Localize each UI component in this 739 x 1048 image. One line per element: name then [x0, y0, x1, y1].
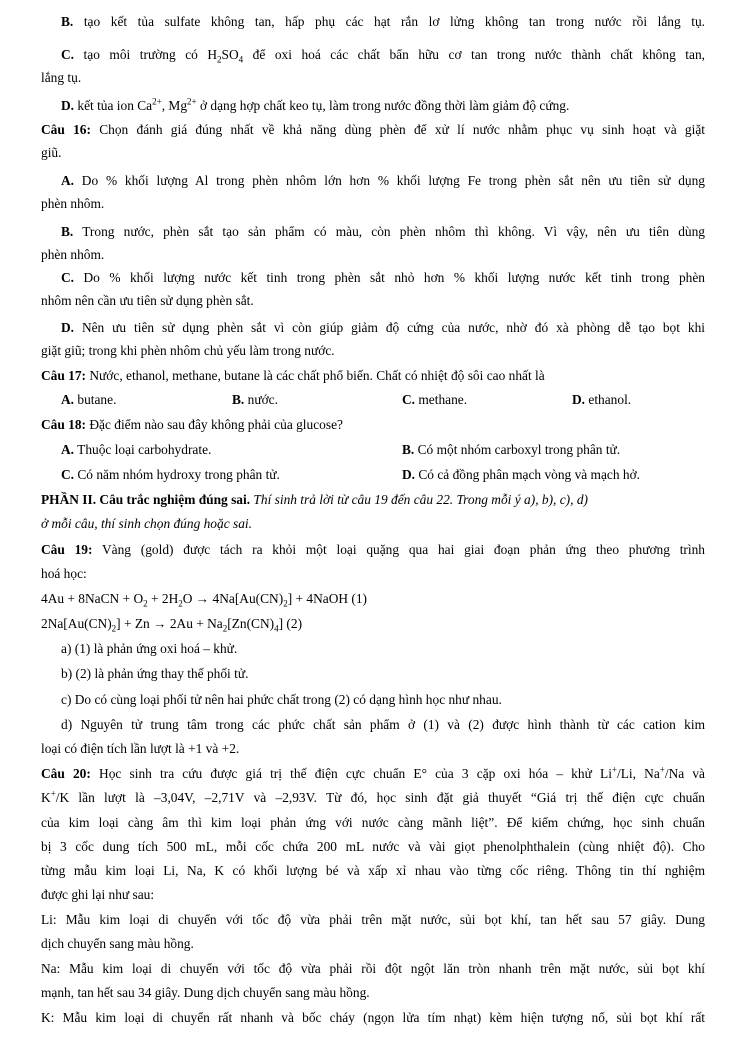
option-label: B. [61, 14, 74, 29]
option-text: để oxi hoá các chất bẩn hữu cơ tan trong nước thành chất không tan, [243, 47, 705, 62]
part2-instructions-cont: ở mỗi câu, thí sinh chọn đúng hoặc sai. [41, 516, 252, 531]
q15-option-d [61, 95, 705, 117]
superscript: 2+ [187, 96, 197, 107]
option-text: tạo môi trường có H [74, 47, 218, 62]
option-label: B. [232, 392, 245, 407]
q17-option-d [572, 389, 631, 411]
option-text: tạo kết tủa sulfate không tan, hấp phụ các hạt rắn lơ lửng không tan trong nước rồi lắng tụ. [73, 14, 705, 29]
question-text: Vàng (gold) được tách ra khỏi một loại quặng qua hai giai đoạn phản ứng theo phương trình [92, 542, 705, 557]
option-text: Nên ưu tiên sử dụng phèn sắt vì còn giúp giảm độ cứng của nước, nhờ đó xà phòng dễ tạo bọt khi [74, 320, 705, 335]
option-label: B. [402, 442, 415, 457]
q20-na-observation: Na: Mẫu kim loại di chuyển với tốc độ vừa phải rồi đột ngột lăn tròn nhanh trên mặt nước, sủi bọt khí [41, 961, 705, 976]
q20-line-6: được ghi lại như sau: [41, 887, 155, 902]
option-text: ethanol. [585, 392, 632, 407]
option-text: , Mg [161, 98, 188, 113]
subscript: 2 [222, 623, 228, 634]
equation-part: ] (2) [278, 616, 303, 631]
q16-option-a [61, 170, 705, 192]
equation-part: 4Au + 8NaCN + O [41, 591, 144, 606]
option-label: D. [61, 98, 75, 113]
subscript: 2 [143, 598, 148, 609]
option-label: D. [61, 320, 75, 335]
option-label: A. [61, 392, 75, 407]
option-text: Do % khối lượng Al trong phèn nhôm lớn hơn % khối lượng Fe trong phèn sắt nên ưu tiên sử dụng [74, 173, 705, 188]
q20-line-4: bị 3 cốc dung tích 500 mL, mỗi cốc chứa 200 mL nước và vài giọt phenolphthalein (cùng nhiệt độ). Cho [41, 839, 705, 854]
q20-na-observation-cont: mạnh, tan hết sau 34 giây. Dung dịch chuyển sang màu hồng. [41, 985, 370, 1000]
q15-option-c-cont: lắng tụ. [41, 70, 82, 85]
q20-li-observation-cont: dịch chuyển sang màu hồng. [41, 936, 194, 951]
option-label: A. [61, 442, 75, 457]
q16-option-b-cont: phèn nhôm. [41, 247, 105, 262]
question-text: K [41, 790, 51, 805]
equation-part: [Zn(CN) [227, 616, 275, 631]
q20-k-observation: K: Mẫu kim loại di chuyển rất nhanh và bốc cháy (ngọn lửa tím nhạt) kèm hiện tượng nổ, sủi bọt khí rất [41, 1010, 705, 1025]
q19-statement-a: a) (1) là phản ứng oxi hoá – khử. [61, 641, 238, 656]
q19-statement-c: c) Do có cùng loại phối tử nên hai phức chất trong (2) có dạng hình học như nhau. [61, 692, 502, 707]
q17-option-a [61, 389, 116, 411]
superscript: 2+ [152, 96, 162, 107]
option-text: methane. [415, 392, 468, 407]
equation-part: ] + 4NaOH (1) [287, 591, 368, 606]
equation-part: 2Na[Au(CN) [41, 616, 112, 631]
question-label: Câu 16: [41, 122, 91, 137]
q16-option-b [61, 221, 705, 243]
option-text: ở dạng hợp chất keo tụ, làm trong nước đồng thời làm giảm độ cứng. [196, 98, 570, 113]
q18-option-c [61, 464, 280, 486]
subscript: 2 [217, 54, 222, 65]
option-text: Có cả đồng phân mạch vòng và mạch hở. [415, 467, 641, 482]
superscript: + [659, 764, 665, 775]
q18-stem [41, 414, 705, 436]
option-label: C. [402, 392, 416, 407]
q16-stem [41, 119, 705, 141]
part2-heading [41, 489, 705, 511]
equation-part: ] + Zn → 2Au + Na [116, 616, 223, 631]
q16-option-d-cont: giặt giũ; trong khi phèn nhôm chủ yếu làm trong nước. [41, 343, 335, 358]
option-text: nước. [244, 392, 278, 407]
question-label: Câu 17: [41, 368, 87, 383]
q19-stem-cont: hoá học: [41, 566, 87, 581]
q15-option-b [61, 11, 705, 33]
equation-2 [41, 613, 705, 635]
q20-line-1 [41, 763, 705, 785]
option-text: SO [221, 47, 239, 62]
option-label: D. [402, 467, 416, 482]
q18-option-b [402, 439, 620, 461]
equation-part: + 2H [147, 591, 179, 606]
q19-statement-d-cont: loại có điện tích lần lượt là +1 và +2. [41, 741, 240, 756]
question-text: /K lần lượt là –3,04V, –2,71V và –2,93V. Từ đó, học sinh đặt giả thuyết “Giá trị thế điện cực chuẩn [55, 790, 705, 805]
question-text: Nước, ethanol, methane, butane là các chất phổ biến. Chất có nhiệt độ sôi cao nhất là [86, 368, 545, 383]
equation-1 [41, 588, 705, 610]
q19-stem [41, 539, 705, 561]
q15-option-c [61, 44, 705, 66]
equation-part: O → 4Na[Au(CN) [182, 591, 284, 606]
option-text: Có năm nhóm hydroxy trong phân tử. [74, 467, 280, 482]
question-text: /Na và [664, 766, 705, 781]
option-text: Thuộc loại carbohydrate. [74, 442, 212, 457]
question-text: /Li, Na [617, 766, 660, 781]
q19-statement-d: d) Nguyên tử trung tâm trong các phức chất sản phẩm ở (1) và (2) được hình thành từ các cation kim [61, 717, 705, 732]
subscript: 2 [111, 623, 117, 634]
option-label: B. [61, 224, 74, 239]
q18-option-d [402, 464, 640, 486]
option-text: butane. [74, 392, 117, 407]
q20-line-5: từng mẫu kim loại Li, Na, K có khối lượng bé và xấp xỉ nhau vào từng cốc riêng. Thông tin thí nghiệm [41, 863, 705, 878]
q16-stem-cont: giũ. [41, 145, 62, 160]
option-label: D. [572, 392, 586, 407]
question-label: Câu 20: [41, 766, 91, 781]
subscript: 2 [178, 598, 183, 609]
subscript: 4 [274, 623, 279, 634]
q18-option-a [61, 439, 211, 461]
superscript: + [50, 788, 56, 799]
q17-stem [41, 365, 705, 387]
option-text: Trong nước, phèn sắt tạo sản phẩm có màu, còn phèn nhôm thì không. Vì vậy, nên ưu tiên dùng [73, 224, 705, 239]
q16-option-d [61, 317, 705, 339]
q16-option-a-cont: phèn nhôm. [41, 196, 105, 211]
section-instructions: Thí sinh trả lời từ câu 19 đến câu 22. Trong mỗi ý a), b), c), d) [250, 492, 588, 507]
option-label: A. [61, 173, 75, 188]
q19-statement-b: b) (2) là phản ứng thay thế phối tử. [61, 666, 249, 681]
q20-li-observation: Li: Mẫu kim loại di chuyển với tốc độ vừa phải trên mặt nước, sủi bọt khí, tan hết sau 57 giây. Dung [41, 912, 705, 927]
q16-option-c-cont: nhôm nên cần ưu tiên sử dụng phèn sắt. [41, 293, 254, 308]
question-text: Chọn đánh giá đúng nhất về khả năng dùng phèn để xử lí nước nhằm phục vụ sinh hoạt và giặt [90, 122, 705, 137]
option-text: Có một nhóm carboxyl trong phân tử. [414, 442, 621, 457]
q20-line-3: của kim loại càng âm thì kim loại phản ứng với nước càng mãnh liệt”. Để kiểm chứng, học sinh chuẩn [41, 815, 705, 830]
q17-option-b [232, 389, 278, 411]
option-label: C. [61, 467, 75, 482]
option-text: kết tủa ion Ca [74, 98, 153, 113]
option-text: Do % khối lượng nước kết tinh trong phèn sắt nhỏ hơn % khối lượng nước kết tinh trong phèn [74, 270, 705, 285]
option-label: C. [61, 47, 75, 62]
subscript: 2 [283, 598, 288, 609]
q20-line-2 [41, 787, 705, 809]
question-label: Câu 19: [41, 542, 93, 557]
section-title: PHẦN II. Câu trắc nghiệm đúng sai. [41, 492, 251, 507]
question-label: Câu 18: [41, 417, 87, 432]
subscript: 4 [238, 54, 244, 65]
superscript: + [611, 764, 617, 775]
q17-option-c [402, 389, 467, 411]
q16-option-c [61, 267, 705, 289]
option-label: C. [61, 270, 75, 285]
question-text: Đặc điểm nào sau đây không phải của glucose? [86, 417, 343, 432]
question-text: Học sinh tra cứu được giá trị thế điện cực chuẩn E° của 3 cặp oxi hóa – khử Li [90, 766, 612, 781]
